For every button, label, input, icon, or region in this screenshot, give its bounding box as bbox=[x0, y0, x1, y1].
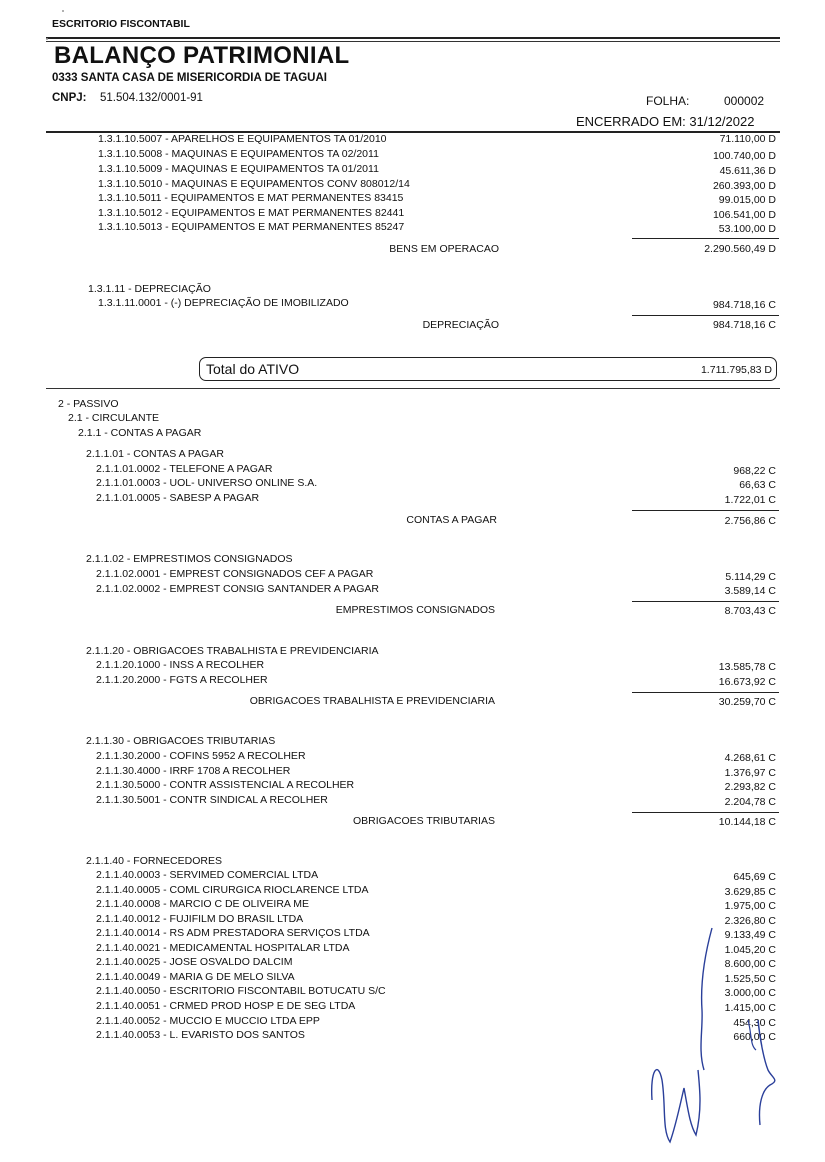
list-item-label: 2.1.1.01.0002 - TELEFONE A PAGAR bbox=[96, 463, 273, 475]
list-item-label: 2.1.1.40.0014 - RS ADM PRESTADORA SERVIÇOS LTDA bbox=[96, 927, 370, 939]
list-item-label: 1.3.1.10.5008 - MAQUINAS E EQUIPAMENTOS TA 02/2011 bbox=[98, 148, 379, 160]
list-item-label: 2.1.1.01.0003 - UOL- UNIVERSO ONLINE S.A. bbox=[96, 477, 318, 489]
list-item-value: 71.110,00 D bbox=[719, 133, 776, 145]
list-item-value: 13.585,78 C bbox=[718, 661, 776, 673]
subtotal-value: 8.703,43 C bbox=[724, 605, 776, 617]
subtotal-label: EMPRESTIMOS CONSIGNADOS bbox=[335, 604, 495, 616]
subtotal-value: 30.259,70 C bbox=[718, 696, 776, 708]
subtotal-rule bbox=[632, 315, 779, 316]
list-item-value: 2.293,82 C bbox=[724, 781, 776, 793]
list-item-value: 454,30 C bbox=[733, 1017, 776, 1029]
list-item-value: 4.268,61 C bbox=[724, 752, 776, 764]
list-item-label: 2.1.1.40.0052 - MUCCIO E MUCCIO LTDA EPP bbox=[96, 1015, 320, 1027]
list-item-value: 1.975,00 C bbox=[724, 900, 776, 912]
list-item-label: 2.1.1.30.4000 - IRRF 1708 A RECOLHER bbox=[96, 765, 291, 777]
list-item-label: 2.1.1.40.0012 - FUJIFILM DO BRASIL LTDA bbox=[96, 913, 304, 925]
list-item-value: 984.718,16 C bbox=[712, 299, 776, 311]
section-heading: 2.1.1.30 - OBRIGACOES TRIBUTARIAS bbox=[86, 735, 276, 747]
document-title: BALANÇO PATRIMONIAL bbox=[54, 42, 350, 69]
list-item-label: 1.3.1.10.5012 - EQUIPAMENTOS E MAT PERMANENTES 82441 bbox=[98, 207, 405, 219]
subtotal-label: CONTAS A PAGAR bbox=[406, 514, 497, 526]
section-heading: 2.1.1.01 - CONTAS A PAGAR bbox=[86, 448, 224, 460]
list-item-value: 1.415,00 C bbox=[724, 1002, 776, 1014]
subtotal-rule bbox=[632, 692, 779, 693]
list-item-label: 2.1.1.40.0025 - JOSE OSVALDO DALCIM bbox=[96, 956, 293, 968]
list-item-value: 260.393,00 D bbox=[712, 180, 776, 192]
list-item-label: 1.3.1.10.5011 - EQUIPAMENTOS E MAT PERMANENTES 83415 bbox=[98, 192, 404, 204]
list-item-value: 16.673,92 C bbox=[718, 676, 776, 688]
list-item-label: 1.3.1.10.5010 - MAQUINAS E EQUIPAMENTOS CONV 808012/14 bbox=[98, 178, 410, 190]
section-heading: 1.3.1.11 - DEPRECIAÇÃO bbox=[88, 283, 211, 295]
list-item-label: 1.3.1.10.5013 - EQUIPAMENTOS E MAT PERMANENTES 85247 bbox=[98, 221, 405, 233]
scan-speck bbox=[62, 10, 64, 12]
list-item-value: 66,63 C bbox=[739, 479, 776, 491]
list-item-label: 2.1.1.02.0002 - EMPREST CONSIG SANTANDER A PAGAR bbox=[96, 583, 380, 595]
list-item-value: 100.740,00 D bbox=[712, 150, 776, 162]
subtotal-rule bbox=[632, 812, 779, 813]
section-heading: 2.1.1.02 - EMPRESTIMOS CONSIGNADOS bbox=[86, 553, 293, 565]
list-item-value: 1.722,01 C bbox=[724, 494, 776, 506]
list-item-label: 2.1.1.30.5000 - CONTR ASSISTENCIAL A RECOLHER bbox=[96, 779, 355, 791]
encerrado-date: ENCERRADO EM: 31/12/2022 bbox=[576, 114, 755, 129]
section-divider bbox=[46, 388, 780, 389]
list-item-value: 45.611,36 D bbox=[719, 165, 776, 177]
list-item-label: 2.1.1.30.5001 - CONTR SINDICAL A RECOLHER bbox=[96, 794, 328, 806]
list-item-label: 1.3.1.11.0001 - (-) DEPRECIAÇÃO DE IMOBILIZADO bbox=[98, 297, 349, 309]
list-item-label: 2.1.1.40.0008 - MARCIO C DE OLIVEIRA ME bbox=[96, 898, 309, 910]
list-item-value: 3.629,85 C bbox=[724, 886, 776, 898]
subtotal-rule bbox=[632, 510, 779, 511]
subtotal-label: OBRIGACOES TRABALHISTA E PREVIDENCIARIA bbox=[249, 695, 495, 707]
list-item-value: 3.000,00 C bbox=[724, 987, 776, 999]
list-item-label: 2.1.1.40.0050 - ESCRITORIO FISCONTABIL BOTUCATU S/C bbox=[96, 985, 386, 997]
header-rule-top bbox=[46, 37, 780, 39]
subtotal-value: 984.718,16 C bbox=[712, 319, 776, 331]
subtotal-label: BENS EM OPERACAO bbox=[389, 243, 499, 255]
list-item-label: 1.3.1.10.5009 - MAQUINAS E EQUIPAMENTOS TA 01/2011 bbox=[98, 163, 379, 175]
firm-name: ESCRITORIO FISCONTABIL bbox=[52, 18, 190, 30]
subtotal-rule bbox=[632, 238, 779, 239]
list-item-label: 2.1.1.40.0005 - COML CIRURGICA RIOCLARENCE LTDA bbox=[96, 884, 369, 896]
contas-grupo-heading: 2.1.1 - CONTAS A PAGAR bbox=[78, 427, 202, 439]
list-item-label: 2.1.1.02.0001 - EMPREST CONSIGNADOS CEF A PAGAR bbox=[96, 568, 374, 580]
list-item-label: 2.1.1.40.0049 - MARIA G DE MELO SILVA bbox=[96, 971, 295, 983]
list-item-label: 2.1.1.01.0005 - SABESP A PAGAR bbox=[96, 492, 260, 504]
list-item-value: 8.600,00 C bbox=[724, 958, 776, 970]
list-item-value: 99.015,00 D bbox=[718, 194, 776, 206]
subtotal-label: DEPRECIAÇÃO bbox=[422, 319, 499, 331]
list-item-label: 2.1.1.40.0021 - MEDICAMENTAL HOSPITALAR LTDA bbox=[96, 942, 350, 954]
list-item-value: 2.204,78 C bbox=[724, 796, 776, 808]
section-heading: 2.1.1.40 - FORNECEDORES bbox=[86, 855, 222, 867]
list-item-value: 9.133,49 C bbox=[724, 929, 776, 941]
list-item-value: 53.100,00 D bbox=[718, 223, 776, 235]
folha-label: FOLHA: bbox=[646, 94, 690, 108]
list-item-value: 660,00 C bbox=[733, 1031, 776, 1043]
list-item-value: 968,22 C bbox=[733, 465, 776, 477]
list-item-value: 2.326,80 C bbox=[724, 915, 776, 927]
section-heading: 2.1.1.20 - OBRIGACOES TRABALHISTA E PREVIDENCIARIA bbox=[86, 645, 379, 657]
subtotal-rule bbox=[632, 601, 779, 602]
list-item-value: 3.589,14 C bbox=[724, 585, 776, 597]
cnpj-label: CNPJ: bbox=[52, 92, 87, 104]
list-item-label: 2.1.1.40.0003 - SERVIMED COMERCIAL LTDA bbox=[96, 869, 319, 881]
list-item-value: 5.114,29 C bbox=[725, 571, 776, 583]
list-item-value: 1.376,97 C bbox=[724, 767, 776, 779]
list-item-label: 1.3.1.10.5007 - APARELHOS E EQUIPAMENTOS TA 01/2010 bbox=[98, 133, 387, 145]
cnpj-value: 51.504.132/0001-91 bbox=[100, 92, 203, 104]
circulante-heading: 2.1 - CIRCULANTE bbox=[68, 412, 160, 424]
subtotal-label: OBRIGACOES TRIBUTARIAS bbox=[353, 815, 495, 827]
list-item-value: 645,69 C bbox=[733, 871, 776, 883]
entity-name: 0333 SANTA CASA DE MISERICORDIA DE TAGUAI bbox=[52, 72, 327, 84]
list-item-value: 106.541,00 D bbox=[712, 209, 776, 221]
list-item-label: 2.1.1.40.0051 - CRMED PROD HOSP E DE SEG LTDA bbox=[96, 1000, 356, 1012]
subtotal-value: 10.144,18 C bbox=[718, 816, 776, 828]
list-item-label: 2.1.1.40.0053 - L. EVARISTO DOS SANTOS bbox=[96, 1029, 305, 1041]
total-ativo-label: Total do ATIVO bbox=[206, 361, 300, 377]
list-item-label: 2.1.1.20.1000 - INSS A RECOLHER bbox=[96, 659, 265, 671]
list-item-label: 2.1.1.20.2000 - FGTS A RECOLHER bbox=[96, 674, 268, 686]
list-item-label: 2.1.1.30.2000 - COFINS 5952 A RECOLHER bbox=[96, 750, 306, 762]
total-ativo-value: 1.711.795,83 D bbox=[700, 364, 772, 376]
signature-icon bbox=[640, 920, 790, 1150]
list-item-value: 1.525,50 C bbox=[724, 973, 776, 985]
list-item-value: 1.045,20 C bbox=[724, 944, 776, 956]
scan-speck bbox=[46, 38, 48, 40]
subtotal-value: 2.756,86 C bbox=[724, 515, 776, 527]
folha-value: 000002 bbox=[724, 94, 765, 108]
passivo-heading: 2 - PASSIVO bbox=[58, 398, 119, 410]
subtotal-value: 2.290.560,49 D bbox=[704, 243, 776, 255]
